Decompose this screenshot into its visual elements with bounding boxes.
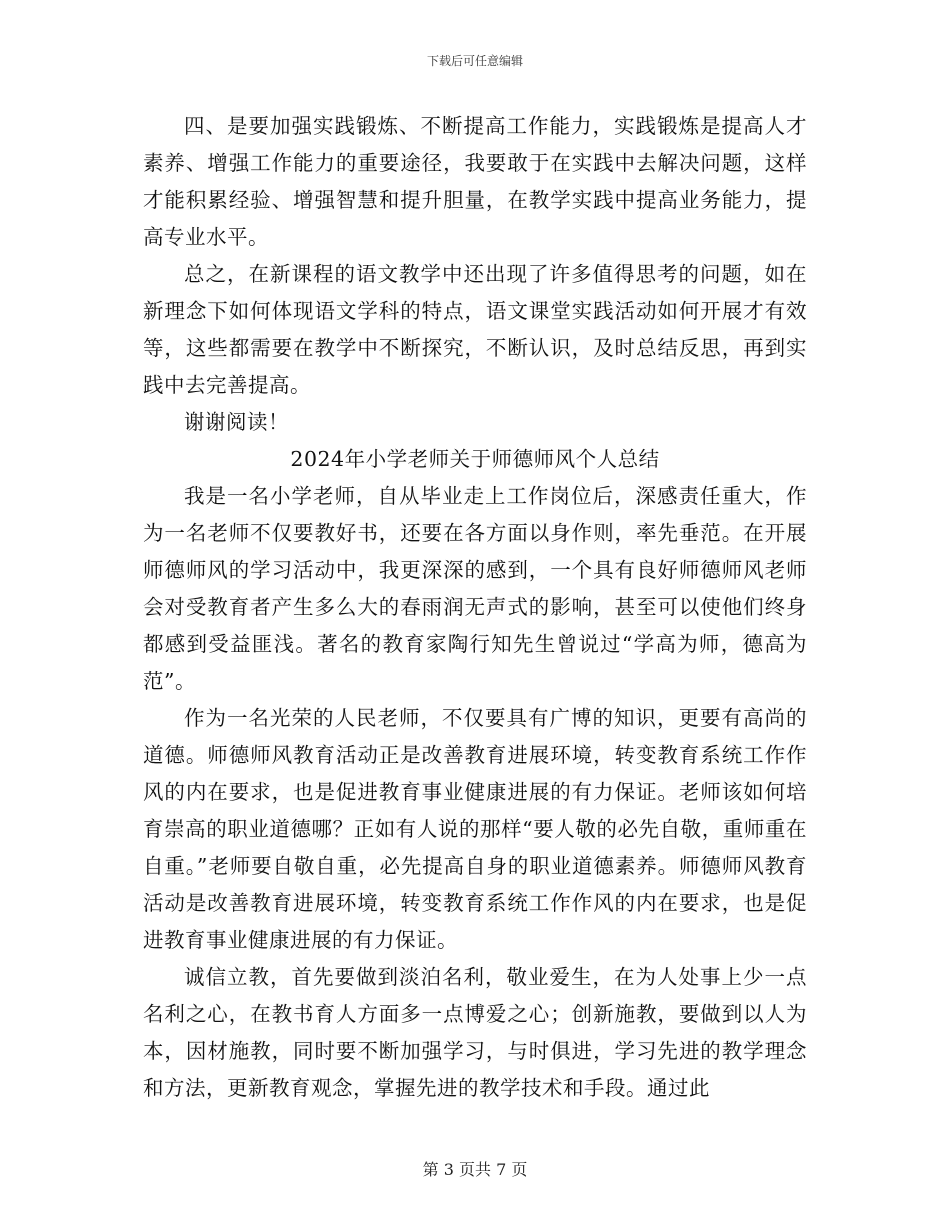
paragraph-intro: 我是一名小学老师，自从毕业走上工作岗位后，深感责任重大，作为一名老师不仅要教好书，还要在各方面以身作则，率先垂范。在开展师德师风的学习活动中，我更深深的感到，一个具有良好师德师风老师会对受教育者产生多么大的春雨润无声式的影响，甚至可以使他们终身都感到受益匪浅。著名的教育家陶行知先生曾说过“学高为师，德高为范”。 bbox=[143, 484, 807, 693]
paragraph-integrity: 诚信立教，首先要做到淡泊名利，敬业爱生，在为人处事上少一点名利之心，在教书育人方面多一点博爱之心；创新施教，要做到以人为本，因材施教，同时要不断加强学习，与时俱进，学习先进的教学理念和方法，更新教育观念，掌握先进的教学技术和手段。通过此 bbox=[143, 965, 807, 1100]
paragraph-summary: 总之，在新课程的语文教学中还出现了许多值得思考的问题，如在新理念下如何体现语文学科的特点，语文课堂实践活动如何开展才有效等，这些都需要在教学中不断探究，不断认识，及时总结反思，再到实践中去完善提高。 bbox=[143, 262, 807, 397]
paragraph-practice: 四、是要加强实践锻炼、不断提高工作能力，实践锻炼是提高人才素养、增强工作能力的重要途径，我要敢于在实践中去解决问题，这样才能积累经验、增强智慧和提升胆量，在教学实践中提高业务能力，提高专业水平。 bbox=[143, 114, 807, 249]
page-header: 下载后可任意编辑 bbox=[426, 54, 523, 68]
page-footer: 第 3 页共 7 页 bbox=[422, 1160, 528, 1179]
document-body bbox=[143, 108, 807, 1107]
section-title: 2024年小学老师关于师德师风个人总结 bbox=[290, 447, 660, 471]
paragraph-ethics: 作为一名光荣的人民老师，不仅要具有广博的知识，更要有高尚的道德。师德师风教育活动正是改善教育进展环境，转变教育系统工作作风的内在要求，也是促进教育事业健康进展的有力保证。老师该如何培育崇高的职业道德哪？正如有人说的那样“要人敬的必先自敬，重师重在自重。”老师要自敬自重，必先提高自身的职业道德素养。师德师风教育活动是改善教育进展环境，转变教育系统工作作风的内在要求，也是促进教育事业健康进展的有力保证。 bbox=[143, 706, 807, 952]
paragraph-thanks: 谢谢阅读！ bbox=[184, 410, 289, 434]
